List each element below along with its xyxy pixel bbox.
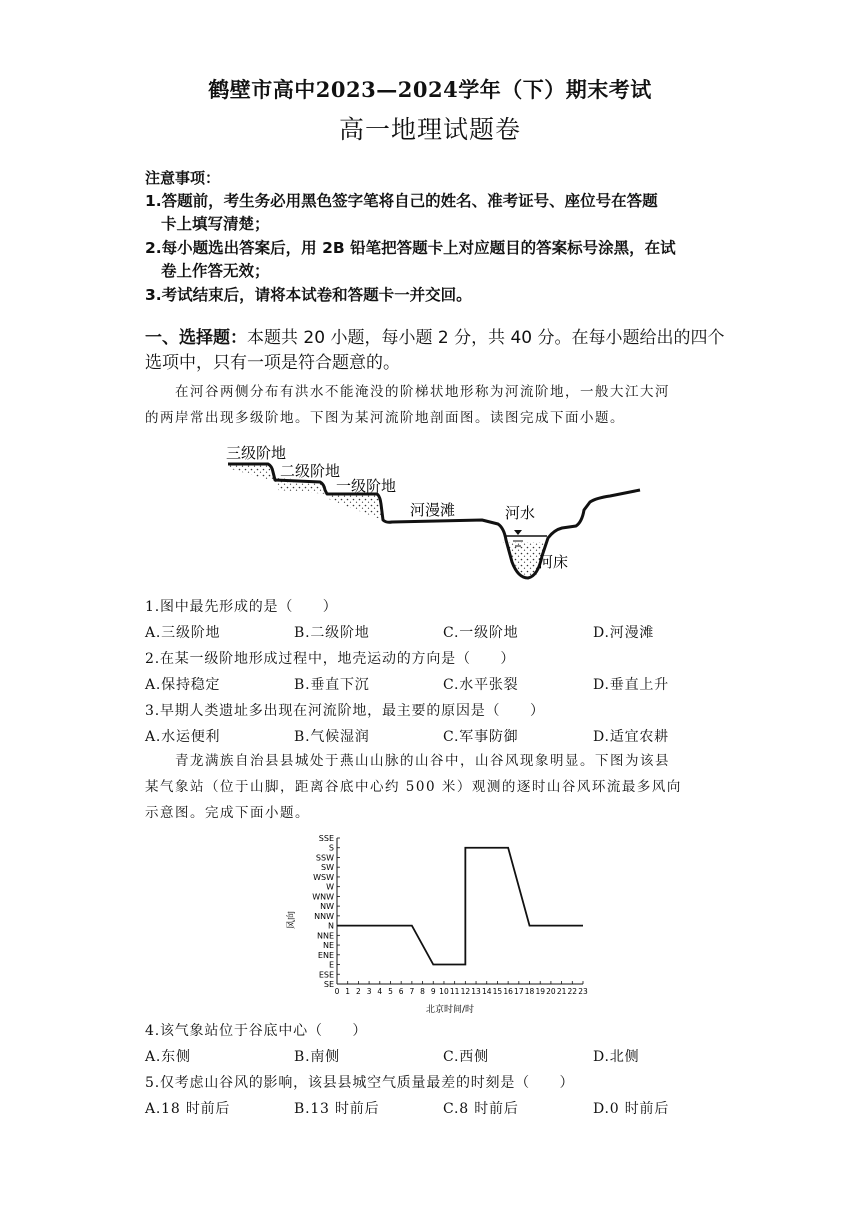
label-terrace-1: 一级阶地 (336, 477, 397, 495)
y-tick-label: NE (322, 941, 334, 951)
terrace-profile-figure (220, 438, 650, 583)
question-3-option-c[interactable]: C.军事防御 (443, 729, 519, 745)
question-3-option-a[interactable]: A.水运便利 (145, 729, 221, 745)
label-riverbed: 河床 (538, 553, 569, 571)
ground-profile-line (228, 464, 640, 578)
passage-2-line-2: 某气象站（位于山脚，距离谷底中心约 500 米）观测的逐时山谷风环流最多风向 (145, 779, 682, 795)
y-tick-label: SSE (318, 834, 334, 843)
notice-item-1-line-b: 卡上填写清楚； (161, 215, 270, 233)
x-tick-label: 16 (503, 987, 513, 996)
x-tick-label: 15 (492, 987, 503, 996)
question-2-option-c[interactable]: C.水平张裂 (443, 677, 519, 693)
x-tick-label: 6 (398, 987, 404, 996)
y-tick-label: SE (323, 980, 334, 989)
passage-1-line-2: 的两岸常出现多级阶地。下图为某河流阶地剖面图。读图完成下面小题。 (145, 410, 625, 426)
question-4-option-a[interactable]: A.东侧 (145, 1049, 191, 1065)
question-5-stem: 5.仅考虑山谷风的影响，该县县城空气质量最差的时刻是（ ） (145, 1075, 575, 1091)
exam-title: 鹤壁市高中2023—2024学年（下）期末考试 (208, 77, 652, 102)
question-2-stem: 2.在某一级阶地形成过程中，地壳运动的方向是（ ） (145, 651, 516, 667)
wind-direction-chart (285, 828, 595, 1018)
notice-item-2 (145, 237, 735, 283)
x-tick-label: 17 (514, 987, 524, 996)
passage-2 (145, 748, 725, 826)
notice-title: 注意事项： (145, 169, 221, 187)
x-tick-label: 23 (578, 987, 588, 996)
x-tick-label: 8 (420, 987, 425, 996)
x-tick-label: 19 (535, 987, 545, 996)
notice-item-3 (145, 284, 735, 307)
passage-1 (145, 379, 725, 431)
x-tick-label: 0 (334, 987, 340, 996)
x-tick-label: 20 (546, 987, 556, 996)
wind-direction-line (337, 848, 583, 965)
y-tick-label: NNW (314, 911, 334, 921)
x-tick-label: 18 (524, 987, 535, 996)
question-2-option-b[interactable]: B.垂直下沉 (294, 677, 370, 693)
notice-item-3-line: 3.考试结束后，请将本试卷和答题卡一并交回。 (145, 286, 472, 304)
y-tick-label: NW (320, 902, 334, 912)
section-desc-a: 本题共 20 小题，每小题 2 分，共 40 分。在每小题给出的四个 (247, 328, 725, 348)
question-5-option-c[interactable]: C.8 时前后 (443, 1101, 519, 1117)
x-tick-label: 14 (481, 987, 492, 996)
question-1-option-d[interactable]: D.河漫滩 (593, 625, 655, 641)
x-tick-label: 4 (377, 987, 383, 996)
notice-item-2-line-a: 2.每小题选出答案后，用 2B 铅笔把答题卡上对应题目的答案标号涂黑，在试 (145, 239, 676, 257)
question-4-stem: 4.该气象站位于谷底中心（ ） (145, 1023, 368, 1039)
notice-item-2-line-b: 卷上作答无效； (161, 262, 270, 280)
notice-item-1-line-a: 1.答题前，考生务必用黑色签字笔将自己的姓名、准考证号、座位号在答题 (145, 192, 658, 210)
section-heading (145, 326, 735, 376)
label-floodplain: 河漫滩 (410, 501, 456, 519)
question-3-option-b[interactable]: B.气候湿润 (294, 729, 370, 745)
x-tick-label: 3 (366, 987, 372, 996)
y-tick-label: NNE (316, 931, 334, 941)
terrace-3-sediment (228, 464, 276, 482)
label-terrace-3: 三级阶地 (226, 444, 287, 462)
question-4-option-d[interactable]: D.北侧 (593, 1049, 640, 1065)
question-1-option-b[interactable]: B.二级阶地 (294, 625, 370, 641)
passage-1-line-1: 在河谷两侧分布有洪水不能淹没的阶梯状地形称为河流阶地，一般大江大河 (175, 384, 670, 400)
y-tick-label: E (328, 960, 334, 970)
x-tick-label: 12 (460, 987, 471, 996)
y-tick-label: SW (321, 863, 334, 873)
question-5-option-b[interactable]: B.13 时前后 (294, 1101, 380, 1117)
y-tick-label: ESE (318, 970, 334, 980)
question-3-option-d[interactable]: D.适宜农耕 (593, 729, 669, 745)
chart-x-axis-label: 北京时间/时 (425, 1005, 475, 1015)
passage-2-line-1: 青龙满族自治县县城处于燕山山脉的山谷中，山谷风现象明显。下图为该县 (175, 753, 670, 769)
x-tick-label: 9 (430, 987, 436, 996)
question-1-stem: 1.图中最先形成的是（ ） (145, 599, 338, 615)
chart-y-axis-label: 风向 (287, 910, 297, 930)
water-level-icon (514, 530, 522, 535)
terrace-1-sediment (326, 492, 383, 520)
y-tick-label: WNW (312, 892, 334, 902)
x-tick-label: 5 (388, 987, 393, 996)
question-2-option-d[interactable]: D.垂直上升 (593, 677, 669, 693)
question-1-option-c[interactable]: C.一级阶地 (443, 625, 519, 641)
x-tick-label: 13 (471, 987, 481, 996)
x-tick-label: 2 (356, 987, 361, 996)
question-3-stem: 3.早期人类遗址多出现在河流阶地，最主要的原因是（ ） (145, 703, 545, 719)
question-2-option-a[interactable]: A.保持稳定 (145, 677, 221, 693)
x-tick-label: 11 (449, 987, 460, 996)
x-tick-label: 21 (556, 987, 567, 996)
x-tick-label: 10 (439, 987, 449, 996)
y-tick-label: W (326, 882, 334, 892)
x-tick-label: 7 (409, 987, 415, 996)
question-1-option-a[interactable]: A.三级阶地 (145, 625, 221, 641)
exam-subtitle: 高一地理试题卷 (338, 115, 521, 144)
question-5-option-a[interactable]: A.18 时前后 (145, 1101, 231, 1117)
y-tick-label: SSW (315, 853, 334, 863)
y-tick-label: ENE (317, 950, 334, 960)
y-tick-label: WSW (313, 872, 334, 882)
section-desc-b: 选项中，只有一项是符合题意的。 (145, 353, 400, 373)
label-river: 河水 (505, 504, 536, 522)
label-terrace-2: 二级阶地 (280, 462, 341, 480)
question-5-option-d[interactable]: D.0 时前后 (593, 1101, 670, 1117)
question-4-option-b[interactable]: B.南侧 (294, 1049, 340, 1065)
x-tick-label: 22 (567, 987, 578, 996)
section-title: 一、选择题： (145, 328, 247, 348)
y-tick-label: S (328, 843, 334, 853)
question-4-option-c[interactable]: C.西侧 (443, 1049, 489, 1065)
y-tick-label: N (328, 921, 334, 931)
notice-item-1 (145, 190, 735, 236)
x-tick-label: 1 (345, 987, 351, 996)
passage-2-line-3: 示意图。完成下面小题。 (145, 805, 310, 821)
